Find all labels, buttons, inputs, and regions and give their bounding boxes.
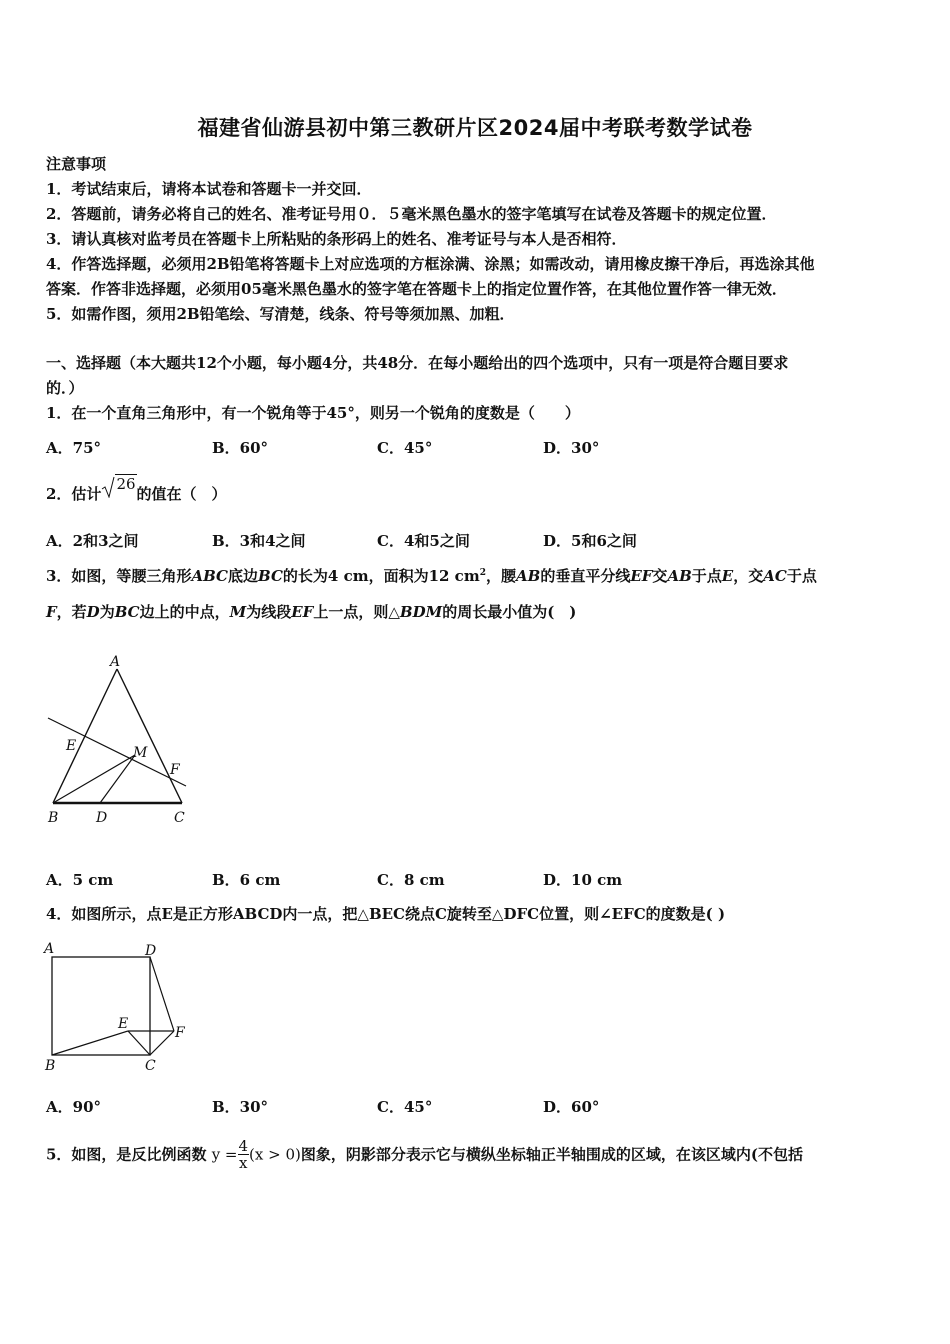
q1-stem: 1．在一个直角三角形中，有一个锐角等于45°，则另一个锐角的度数是（ ） <box>46 404 580 422</box>
q4-option-a: A．90° <box>46 1098 102 1116</box>
sqrt-radicand: 26 <box>116 475 136 493</box>
q4-stem: 4．如图所示，点E是正方形ABCD内一点，把△BEC绕点C旋转至△DFC位置，则∠EFC的度数是( ) <box>46 905 726 923</box>
segment-dm <box>100 755 135 803</box>
label-m: M <box>133 745 148 761</box>
q2-option-a: A．2和3之间 <box>46 532 139 550</box>
label-d: D <box>145 943 157 959</box>
label-a: A <box>110 654 121 670</box>
q1-option-b: B．60° <box>212 439 269 457</box>
label-d: D <box>96 810 108 826</box>
label-e: E <box>118 1016 129 1032</box>
fraction-numerator: 4 <box>238 1137 249 1155</box>
q5-stem <box>46 1138 803 1171</box>
q3-option-c: C．8 cm <box>377 871 445 889</box>
q2-suffix: 的值在（ ） <box>136 485 227 503</box>
q5-prefix: 5．如图，是反比例函数 <box>46 1145 207 1164</box>
q4-option-d: D．60° <box>543 1098 600 1116</box>
q4-option-b: B．30° <box>212 1098 269 1116</box>
formula-lhs: y = <box>211 1145 238 1164</box>
q2-option-c: C．4和5之间 <box>377 532 470 550</box>
q2-prefix: 2．估计 <box>46 485 102 503</box>
section-heading-cont: 的．） <box>46 379 84 397</box>
label-b: B <box>48 810 59 826</box>
q5-suffix: 图象，阴影部分表示它与横纵坐标轴正半轴围成的区域，在该区域内(不包括 <box>300 1145 803 1164</box>
fraction <box>238 1138 250 1171</box>
q1-option-d: D．30° <box>543 439 600 457</box>
q2-option-b: B．3和4之间 <box>212 532 306 550</box>
segment-fc <box>150 1031 174 1055</box>
segment-ec <box>128 1031 150 1055</box>
q2-stem <box>46 475 227 504</box>
q3-option-a: A．5 cm <box>46 871 114 889</box>
fraction-denominator: x <box>239 1154 248 1172</box>
q3-triangle-figure <box>40 650 210 830</box>
segment-ac <box>117 669 182 803</box>
q1-option-c: C．45° <box>377 439 433 457</box>
notice-item-5: 5．如需作图，须用2B铅笔绘、写清楚，线条、符号等须加黑、加粗． <box>46 305 515 323</box>
notice-heading: 注意事项 <box>46 155 107 173</box>
notice-item-4-cont: 答案．作答非选择题，必须用05毫米黑色墨水的签字笔在答题卡上的指定位置作答，在其他位置作答一律无效． <box>46 280 787 298</box>
q3-option-d: D．10 cm <box>543 871 623 889</box>
label-e: E <box>66 738 77 754</box>
notice-item-3: 3．请认真核对监考员在答题卡上所粘贴的条形码上的姓名、准考证号与本人是否相符． <box>46 230 627 248</box>
label-c: C <box>174 810 185 826</box>
label-c: C <box>145 1058 156 1074</box>
segment-df <box>150 957 174 1031</box>
sqrt-expression <box>101 475 136 493</box>
notice-item-2: 2．答题前，请务必将自己的姓名、准考证号用０．５毫米黑色墨水的签字笔填写在试卷及答题卡的规定位置． <box>46 205 777 223</box>
q3-option-b: B．6 cm <box>212 871 281 889</box>
q4-square-figure <box>40 938 200 1078</box>
q2-option-d: D．5和6之间 <box>543 532 637 550</box>
section-heading: 一、选择题（本大题共12个小题，每小题4分，共48分．在每小题给出的四个选项中，只有一项是符合题目要求 <box>46 354 789 372</box>
square-abcd <box>52 957 150 1055</box>
q3-stem-line2: F，若D为BC边上的中点，M为线段EF上一点，则△BDM的周长最小值为( ) <box>46 603 577 621</box>
label-f: F <box>170 762 180 778</box>
notice-item-1: 1．考试结束后，请将本试卷和答题卡一并交回． <box>46 180 372 198</box>
q4-option-c: C．45° <box>377 1098 433 1116</box>
page-title: 福建省仙游县初中第三教研片区2024届中考联考数学试卷 <box>197 116 753 140</box>
q3-stem-line1: 3．如图，等腰三角形ABC底边BC的长为4 cm，面积为12 $cm^2$，腰AB的垂直平分线EF交AB于点E，交AC于点 <box>46 567 817 585</box>
q1-option-a: A．75° <box>46 439 102 457</box>
segment-be <box>52 1031 128 1055</box>
label-a: A <box>44 941 55 957</box>
notice-item-4: 4．作答选择题，必须用2B铅笔将答题卡上对应选项的方框涂满、涂黑；如需改动，请用橡皮擦干净后，再选涂其他 <box>46 255 815 273</box>
formula-condition: (x > 0) <box>249 1145 301 1164</box>
label-f: F <box>175 1025 185 1041</box>
segment-bm <box>53 755 135 803</box>
label-b: B <box>45 1058 56 1074</box>
